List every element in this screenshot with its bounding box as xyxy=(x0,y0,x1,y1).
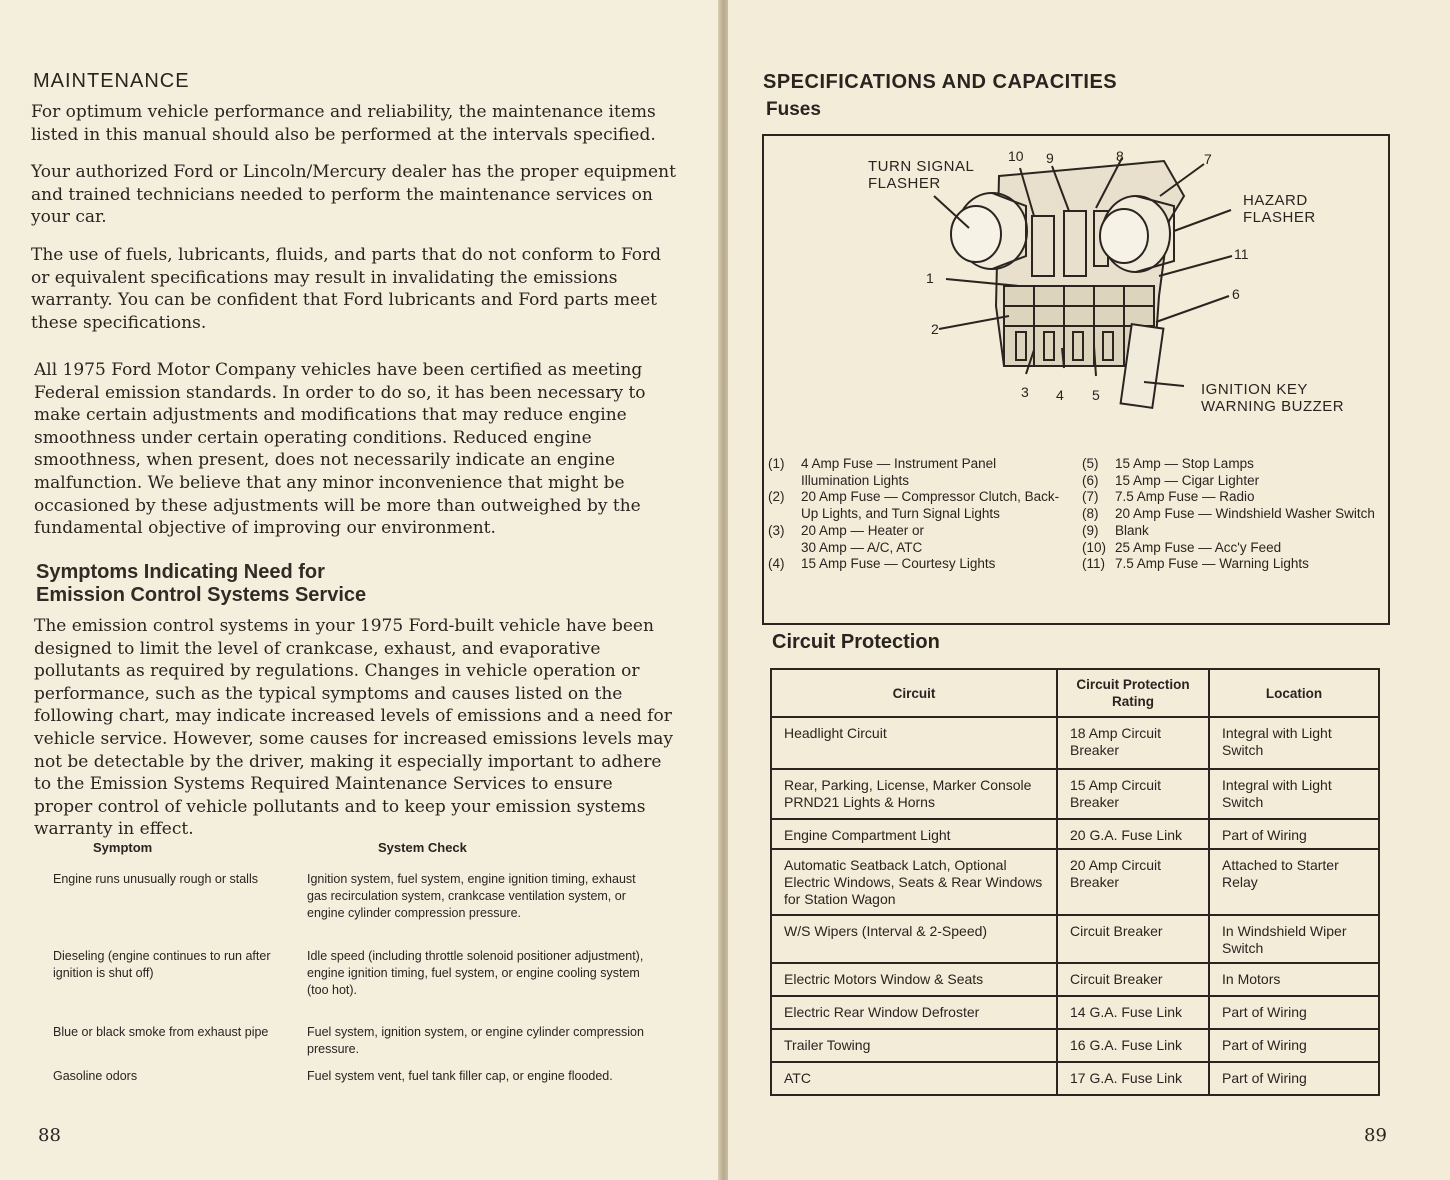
circuit-protection-heading: Circuit Protection xyxy=(772,631,940,653)
system-check-cell: Idle speed (including throttle solenoid positioner adjustment), engine ignition timing, fuel system, or engine cooling system (too hot). xyxy=(307,949,644,997)
fuse-callout-3: 3 xyxy=(1021,384,1029,400)
fuse-callout-2: 2 xyxy=(931,321,939,337)
table-row xyxy=(771,769,1379,819)
system-check-cell: Fuel system, ignition system, or engine cylinder compression pressure. xyxy=(307,1025,644,1056)
circuit-cell: Engine Compartment Light xyxy=(771,819,1057,849)
rating-cell: 14 G.A. Fuse Link xyxy=(1057,996,1209,1029)
system-check-header: System Check xyxy=(378,840,467,855)
rating-cell: 16 G.A. Fuse Link xyxy=(1057,1029,1209,1062)
fuse-list-left xyxy=(768,456,1068,573)
fuse-key: (11) xyxy=(1082,556,1106,572)
circuit-cell: Automatic Seatback Latch, Optional Electric Windows, Seats & Rear Windows for Station Wagon xyxy=(771,849,1057,915)
fuse-key: (10) xyxy=(1082,539,1107,555)
fuse-list-right xyxy=(1082,456,1382,573)
location-cell: Integral with Light Switch xyxy=(1209,717,1379,769)
location-cell: Part of Wiring xyxy=(1209,996,1379,1029)
fuse-key: (3) xyxy=(768,522,785,538)
ignition-label-line-1: IGNITION KEY xyxy=(1201,381,1308,398)
fuse-description: 25 Amp Fuse — Acc'y Feed xyxy=(1115,539,1282,555)
rating-cell: 17 G.A. Fuse Link xyxy=(1057,1062,1209,1095)
table-row xyxy=(771,996,1379,1029)
fuse-description: 20 Amp — Heater or xyxy=(801,522,925,538)
fuse-callout-1: 1 xyxy=(926,270,934,286)
rating-cell: 20 Amp Circuit Breaker xyxy=(1057,849,1209,915)
list-item xyxy=(1082,556,1382,573)
list-item xyxy=(1082,473,1382,490)
fuse-callout-5: 5 xyxy=(1092,387,1100,403)
list-item xyxy=(768,556,1068,573)
hazard-label-line-2: FLASHER xyxy=(1243,209,1316,226)
fuse-key: (4) xyxy=(768,556,785,572)
table-row xyxy=(771,819,1379,849)
location-cell: Part of Wiring xyxy=(1209,819,1379,849)
left-page xyxy=(0,0,722,1180)
fuse-diagram-box xyxy=(762,134,1390,625)
location-cell: In Windshield Wiper Switch xyxy=(1209,915,1379,963)
location-cell: Integral with Light Switch xyxy=(1209,769,1379,819)
paragraph-2: Your authorized Ford or Lincoln/Mercury dealer has the proper equipment and trained technicians needed to perform the maintenance services on your car. xyxy=(31,162,676,228)
paragraph-4: All 1975 Ford Motor Company vehicles have been certified as meeting Federal emission standards. In order to do so, it has been necessary to make certain adjustments and modifications that may reduce engine smoothness under certain operating conditions. Reduced engine smoothness, when present, does not necessarily indicate an engine malfunction. We believe that any minor inconvenience that might be occasioned by these adjustments will be more than outweighed by the fundamental objective of improving our environment. xyxy=(34,360,646,539)
table-header-row xyxy=(771,669,1379,717)
fuse-callout-10: 10 xyxy=(1008,148,1024,164)
symptoms-heading-line-1: Symptoms Indicating Need for xyxy=(36,561,325,583)
fuse-key: (8) xyxy=(1082,506,1099,522)
circuit-cell: Headlight Circuit xyxy=(771,717,1057,769)
table-row xyxy=(771,849,1379,915)
symptom-cell: Gasoline odors xyxy=(53,1069,138,1083)
page-number-right: 89 xyxy=(1364,1125,1387,1146)
fuse-description: 15 Amp — Stop Lamps xyxy=(1115,456,1254,471)
fuse-description: 7.5 Amp Fuse — Warning Lights xyxy=(1115,556,1309,572)
fuse-description: 20 Amp Fuse — Compressor Clutch, Back-Up Lights, and Turn Signal Lights xyxy=(801,489,1060,522)
rating-cell: Circuit Breaker xyxy=(1057,963,1209,996)
location-cell: Part of Wiring xyxy=(1209,1062,1379,1095)
turn-signal-label-line-1: TURN SIGNAL xyxy=(868,158,975,175)
circuit-cell: ATC xyxy=(771,1062,1057,1095)
list-item xyxy=(1082,456,1382,473)
fuse-key: (5) xyxy=(1082,456,1099,471)
circuit-cell: W/S Wipers (Interval & 2-Speed) xyxy=(771,915,1057,963)
fuse-description: 7.5 Amp Fuse — Radio xyxy=(1115,489,1255,505)
fuse-callout-7: 7 xyxy=(1204,151,1212,167)
circuit-cell: Electric Rear Window Defroster xyxy=(771,996,1057,1029)
fuse-callout-8: 8 xyxy=(1116,148,1124,164)
paragraph-1: For optimum vehicle performance and reliability, the maintenance items listed in this manual should also be performed at the intervals specified. xyxy=(31,102,656,145)
circuit-header: Circuit xyxy=(771,669,1057,717)
symptom-cell: Engine runs unusually rough or stalls xyxy=(53,872,258,886)
circuit-cell: Rear, Parking, License, Marker Console PRND21 Lights & Horns xyxy=(771,769,1057,819)
table-row xyxy=(771,717,1379,769)
hazard-label-line-1: HAZARD xyxy=(1243,192,1308,209)
rating-cell: 15 Amp Circuit Breaker xyxy=(1057,769,1209,819)
symptom-cell: Dieseling (engine continues to run after ignition is shut off) xyxy=(53,949,271,980)
fuse-callout-9: 9 xyxy=(1046,150,1054,166)
list-item xyxy=(1082,489,1382,506)
rating-cell: 20 G.A. Fuse Link xyxy=(1057,819,1209,849)
hazard-flasher-label xyxy=(1243,192,1316,226)
location-cell: Part of Wiring xyxy=(1209,1029,1379,1062)
fuse-key: (9) xyxy=(1082,522,1099,538)
rating-cell: 18 Amp Circuit Breaker xyxy=(1057,717,1209,769)
list-item xyxy=(1082,540,1382,557)
paragraph-3: The use of fuels, lubricants, fluids, and parts that do not conform to Ford or equivalent specifications may result in invalidating the emissions warranty. You can be confident that Ford lubricants and Ford parts meet these specifications. xyxy=(31,245,662,333)
system-check-cell: Fuel system vent, fuel tank filler cap, or engine flooded. xyxy=(307,1069,613,1083)
fuse-callout-4: 4 xyxy=(1056,387,1064,403)
list-item xyxy=(768,523,1068,540)
list-item xyxy=(1082,506,1382,523)
symptom-header: Symptom xyxy=(93,840,153,855)
maintenance-heading: MAINTENANCE xyxy=(33,70,190,92)
page-number-left: 88 xyxy=(38,1125,61,1146)
fuse-description: 4 Amp Fuse — Instrument Panel Illumination Lights xyxy=(801,456,997,488)
rating-header: Circuit Protection Rating xyxy=(1057,669,1209,717)
fuse-description: Blank xyxy=(1115,522,1149,538)
list-item xyxy=(1082,523,1382,540)
system-check-cell: Ignition system, fuel system, engine ignition timing, exhaust gas recirculation system, crankcase ventilation system, or engine cylinder compression pressure. xyxy=(307,872,636,920)
list-item xyxy=(768,489,1068,522)
fuse-key: (7) xyxy=(1082,489,1099,505)
fuse-key: (2) xyxy=(768,489,785,505)
symptoms-heading xyxy=(36,561,366,607)
fuse-description: 15 Amp — Cigar Lighter xyxy=(1115,472,1260,488)
specifications-heading: SPECIFICATIONS AND CAPACITIES xyxy=(763,71,1118,93)
list-item xyxy=(768,540,1068,557)
symptoms-heading-line-2: Emission Control Systems Service xyxy=(36,584,367,606)
turn-signal-label-line-2: FLASHER xyxy=(868,175,941,192)
circuit-protection-table xyxy=(770,668,1380,1096)
right-page xyxy=(728,0,1450,1180)
emission-paragraph: The emission control systems in your 1975 Ford-built vehicle have been designed to limit the level of crankcase, exhaust, and evaporative pollutants as required by regulations. Changes in vehicle operation or performance, such as the typical symptoms and causes listed on the following chart, may indicate increased levels of emissions and a need for vehicle service. However, some causes for increased emissions levels may not be detectable by the driver, making it especially important to adhere to the Emission Systems Required Maintenance Services to ensure proper control of vehicle pollutants and to keep your emission systems warranty in effect. xyxy=(34,616,674,840)
location-header: Location xyxy=(1209,669,1379,717)
location-cell: Attached to Starter Relay xyxy=(1209,849,1379,915)
symptom-cell: Blue or black smoke from exhaust pipe xyxy=(53,1025,269,1039)
turn-signal-flasher-label xyxy=(868,158,974,192)
fuses-heading: Fuses xyxy=(766,99,821,120)
rating-cell: Circuit Breaker xyxy=(1057,915,1209,963)
table-row xyxy=(771,1062,1379,1095)
fuse-key: (1) xyxy=(768,456,785,471)
table-row xyxy=(771,1029,1379,1062)
circuit-cell: Electric Motors Window & Seats xyxy=(771,963,1057,996)
fuse-description: 20 Amp Fuse — Windshield Washer Switch xyxy=(1115,506,1375,522)
table-row xyxy=(771,963,1379,996)
ignition-buzzer-label xyxy=(1201,381,1344,415)
table-row xyxy=(771,915,1379,963)
fuse-description: 30 Amp — A/C, ATC xyxy=(801,539,923,555)
fuse-description: 15 Amp Fuse — Courtesy Lights xyxy=(801,556,996,572)
circuit-cell: Trailer Towing xyxy=(771,1029,1057,1062)
fuse-callout-6: 6 xyxy=(1232,286,1240,302)
fuse-key: (6) xyxy=(1082,472,1099,488)
list-item xyxy=(768,456,1068,489)
fuse-callout-11: 11 xyxy=(1234,246,1249,262)
location-cell: In Motors xyxy=(1209,963,1379,996)
ignition-label-line-2: WARNING BUZZER xyxy=(1201,398,1345,415)
